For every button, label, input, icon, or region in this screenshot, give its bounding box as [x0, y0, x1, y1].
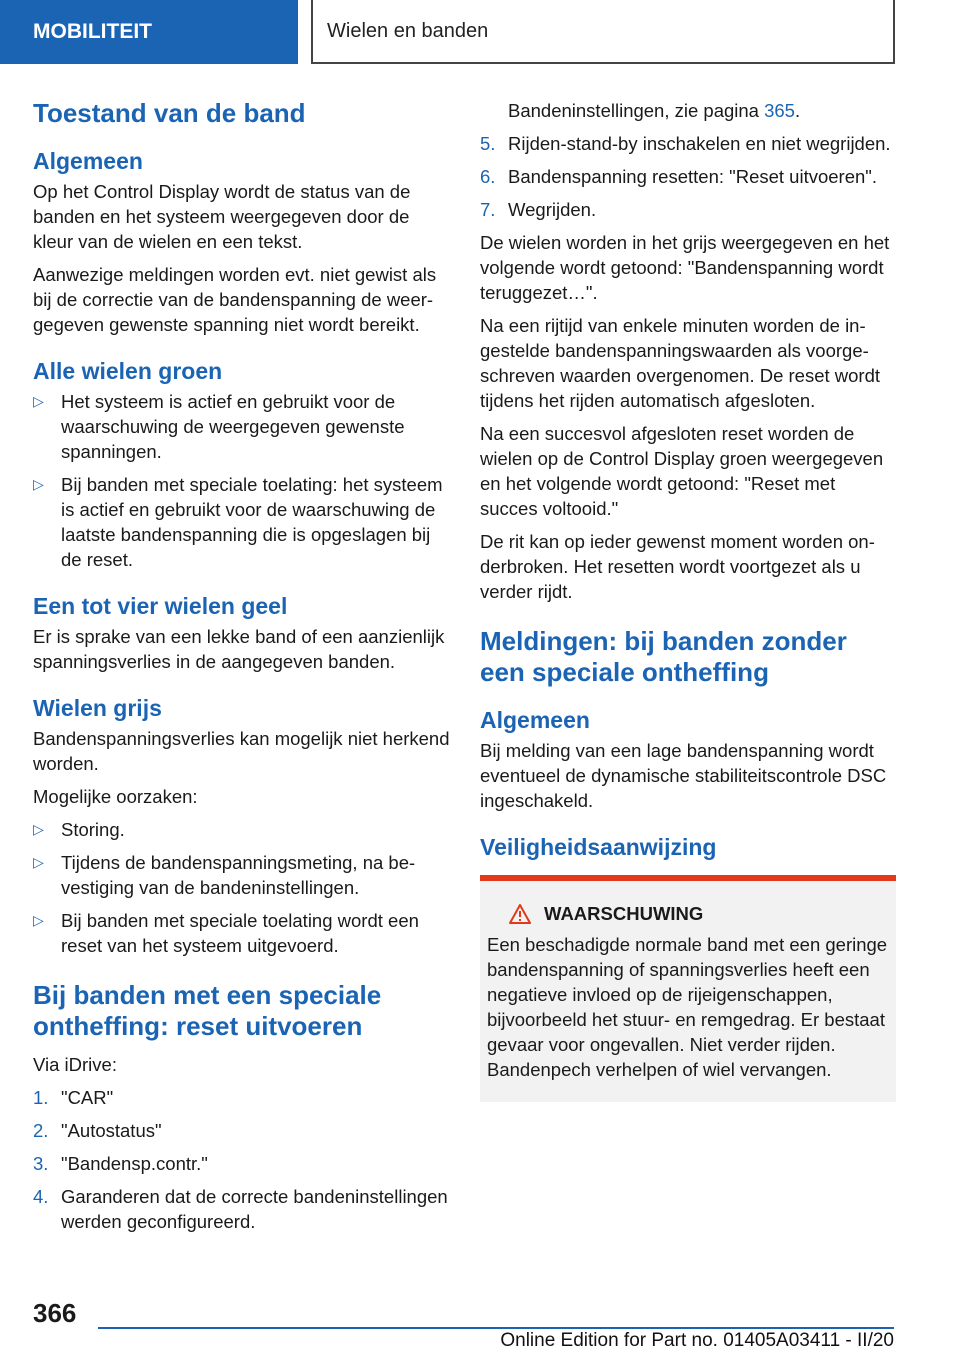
section-title-meldingen: Meldingen: bij banden zonder een speciale ontheffing: [480, 626, 847, 687]
paragraph: Via iDrive:: [33, 1054, 117, 1075]
list-item: ▷ Het systeem is actief en gebruikt voor de waarschuwing de weergegeven gewenste spanningen.: [33, 391, 405, 462]
subheading-algemeen: Algemeen: [33, 148, 143, 174]
section-title-reset: Bij banden met een speciale ontheffing: reset uitvoeren: [33, 980, 382, 1041]
triangle-bullet-icon: ▷: [33, 476, 44, 492]
triangle-bullet-icon: ▷: [33, 854, 44, 870]
header-chapter: [311, 0, 895, 64]
warning-box: [480, 875, 896, 1102]
subheading-veiligheid: Veiligheidsaanwijzing: [480, 834, 717, 860]
page-link[interactable]: 365: [764, 100, 795, 121]
paragraph: Bandenspanningsverlies kan mogelijk niet herkend worden.: [33, 728, 450, 774]
triangle-bullet-icon: ▷: [33, 821, 44, 837]
step-item: 1. "CAR": [33, 1087, 114, 1108]
subheading-grijs: Wielen grijs: [33, 695, 162, 721]
section-title: Toestand van de band: [33, 98, 306, 128]
left-column: [33, 98, 451, 1242]
paragraph: Na een rijtijd van enkele minuten worden de ingestelde bandenspanningswaarden als voorgeschreven waarden overgenomen. De reset wordt tijdens het rijden automatisch afgesloten.: [480, 315, 881, 411]
triangle-bullet-icon: ▷: [33, 393, 44, 409]
subheading-geel: Een tot vier wielen geel: [33, 593, 288, 619]
paragraph: Op het Control Display wordt de status van de banden en het systeem weergegeven door de kleur van de wielen en een tekst.: [33, 181, 411, 252]
right-column: [480, 98, 896, 1102]
paragraph: De rit kan op ieder gewenst moment worden onderbroken. Het resetten wordt voortgezet als u verder rijdt.: [480, 531, 875, 602]
warning-triangle-icon: [509, 904, 531, 924]
list-item: ▷ Storing.: [33, 819, 125, 840]
paragraph: De wielen worden in het grijs weergegeven en het volgende wordt getoond: "Bandenspanning wordt teruggezet…".: [480, 232, 890, 303]
paragraph: Aanwezige meldingen worden evt. niet gewist als bij de correctie van de bandenspanning de weergegeven gewenste spanning niet wordt bereikt.: [33, 264, 437, 335]
list-item: ▷ Bij banden met speciale toelating: het systeem is actief en gebruikt voor de waarschuwing de laatste bandenspanning die is opgeslagen bij de reset.: [33, 474, 443, 570]
step-item: 6. Bandenspanning resetten: "Reset uitvoeren".: [480, 166, 877, 187]
header-section-label: MOBILITEIT: [33, 20, 152, 43]
step-item: 4. Garanderen dat de correcte bandeninstellingen werden geconfigureerd.: [33, 1186, 448, 1232]
footer-edition: Online Edition for Part no. 01405A03411 - II/20: [500, 1330, 894, 1351]
step-item: 2. "Autostatus": [33, 1120, 162, 1141]
list-item: ▷ Bij banden met speciale toelating wordt een reset van het systeem uitgevoerd.: [33, 910, 419, 956]
page-number: 366: [33, 1298, 77, 1328]
paragraph: Bij melding van een lage bandenspanning wordt eventueel de dynamische stabiliteitscontrole DSC ingeschakeld.: [480, 740, 887, 811]
header-chapter-label: Wielen en banden: [327, 19, 489, 42]
header-section: [0, 0, 298, 64]
step-item: 7. Wegrijden.: [480, 199, 597, 220]
warning-heading: WAARSCHUWING: [509, 901, 888, 926]
step-item: 5. Rijden-stand-by inschakelen en niet wegrijden.: [480, 133, 891, 154]
step-item: 3. "Bandensp.contr.": [33, 1153, 208, 1174]
triangle-bullet-icon: ▷: [33, 912, 44, 928]
paragraph: Na een succesvol afgesloten reset worden de wielen op de Control Display groen weergegeven en het volgende wordt getoond: "Reset met succes voltooid.": [480, 423, 884, 519]
paragraph: Er is sprake van een lekke band of een aanzienlijk spanningsverlies in de aangegeven banden.: [33, 626, 445, 672]
list-item: ▷ Tijdens de bandenspanningsmeting, na bevestiging van de bandeninstellingen.: [33, 852, 416, 898]
subheading-groen: Alle wielen groen: [33, 358, 223, 384]
warning-text: Een beschadigde normale band met een geringe bandenspanning of spanningsverlies heeft een negatieve invloed op de rijeigenschappen, bijvoorbeeld het stuur- en remgedrag. Er bestaat gevaar voor ongevallen. Niet verder rijden. Bandenpech verhelpen of wiel vervangen.: [487, 934, 888, 1080]
footer-divider: [98, 1327, 894, 1329]
step-continuation: Bandeninstellingen, zie pagina 365.: [508, 100, 801, 121]
subheading-algemeen-2: Algemeen: [480, 707, 590, 733]
paragraph: Mogelijke oorzaken:: [33, 786, 198, 807]
